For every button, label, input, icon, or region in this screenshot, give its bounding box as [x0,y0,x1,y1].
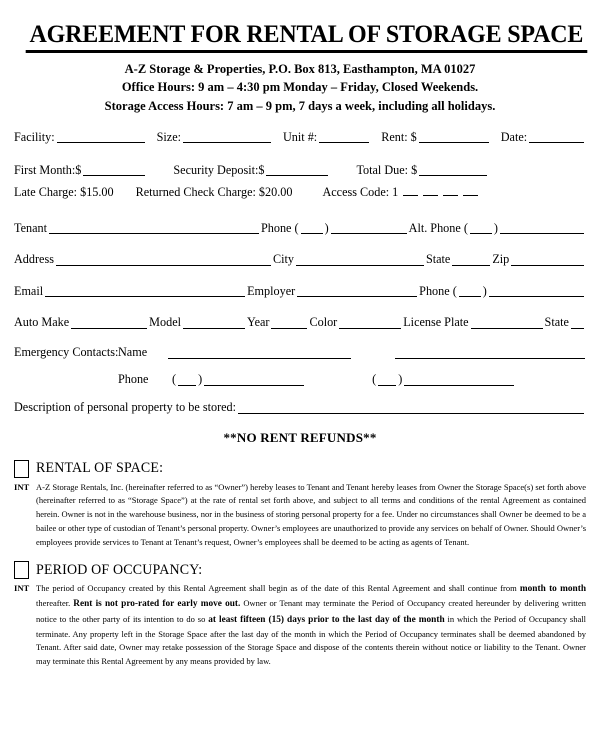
alt-phone-paren-close: ) [493,220,498,235]
city-label: City [272,252,294,267]
document-header [14,0,586,53]
access-code-digit-4[interactable] [463,185,478,196]
occupancy-text-part-1: The period of Occupancy created by this Rental Agreement shall begin as of the date of this Rental Agreement and shall continue from [36,583,520,594]
property-description-input[interactable] [238,402,584,414]
charges-row [14,185,586,199]
phone-paren-close: ) [324,220,329,235]
access-code-label: Access Code: 1 [322,185,399,200]
employer-phone-label: Phone ( [419,283,457,298]
form-section [14,131,586,330]
page-title: AGREEMENT FOR RENTAL OF STORAGE SPACE [26,22,587,53]
emergency-phone-2-area-code-input[interactable] [378,374,396,386]
company-info-block [14,60,586,114]
model-label: Model [149,315,181,330]
emergency-phone-1-paren-close: ) [198,371,203,386]
employer-input[interactable] [297,285,417,297]
date-input[interactable] [529,131,584,143]
tenant-label: Tenant [14,220,47,235]
alt-phone-label: Alt. Phone ( [408,220,468,235]
alt-phone-input[interactable] [500,222,584,234]
emergency-name-row [14,345,586,360]
facility-row [14,131,586,144]
size-input[interactable] [183,131,271,143]
auto-row [14,316,586,329]
property-description-label: Description of personal property to be stored: [14,399,237,414]
auto-make-label: Auto Make [14,315,70,330]
employer-phone-area-code-input[interactable] [459,285,481,297]
returned-check-charge-label: Returned Check Charge: $20.00 [135,185,293,200]
address-input[interactable] [56,254,271,266]
alt-phone-area-code-input[interactable] [470,222,492,234]
rental-of-space-initial-marker[interactable]: INT [14,481,30,492]
license-plate-label: License Plate [403,315,469,330]
zip-label: Zip [492,252,510,267]
emergency-contacts-section [14,345,586,415]
tenant-phone-input[interactable] [331,222,407,234]
rent-input[interactable] [419,131,489,143]
occupancy-text-part-4: in which the Period of Occupancy shall terminate. Any property left in the Storage Space after the last day of the month in which the Period of Occupancy terminates shall be deemed abandoned by Tenant. After said date, Owner may retake possession of the Storage Space and dispose of the contents therein without notice or liability to the Tenant. Owner may terminate this Rental Agreement by any means provided by law. [36,613,586,667]
no-rent-refunds-notice: **NO RENT REFUNDS** [223,429,377,445]
emergency-name-label: Name [118,344,148,359]
emergency-phone-2-input[interactable] [404,374,514,386]
clause-period-of-occupancy-body [14,582,586,668]
auto-make-input[interactable] [71,317,147,329]
email-input[interactable] [45,285,245,297]
occupancy-text-part-2: thereafter. [36,598,74,609]
employer-phone-input[interactable] [489,285,584,297]
emergency-phone-label: Phone [118,371,149,386]
emergency-phone-2-paren-open: ( [372,371,377,386]
security-deposit-input[interactable] [266,164,328,176]
address-label: Address [14,252,54,267]
color-input[interactable] [339,317,401,329]
tenant-name-input[interactable] [49,222,259,234]
emergency-phone-1-paren-open: ( [172,371,177,386]
late-charge-label: Late Charge: $15.00 [14,185,114,200]
auto-state-input[interactable] [571,317,584,329]
employer-label: Employer [247,283,296,298]
occupancy-bold-no-proration: Rent is not pro-rated for early move out. [73,599,241,610]
clause-period-of-occupancy-text [36,582,586,668]
first-month-input[interactable] [83,164,145,176]
access-code-digit-1[interactable] [403,185,418,196]
security-deposit-label: Security Deposit:$ [173,163,265,178]
storage-access-hours-line: Storage Access Hours: 7 am – 9 pm, 7 days a week, including all holidays. [104,98,496,113]
unit-number-input[interactable] [319,131,369,143]
company-address-line: A-Z Storage & Properties, P.O. Box 813, Easthampton, MA 01027 [124,62,476,77]
property-description-row [14,400,586,415]
rent-label: Rent: $ [381,129,417,144]
emergency-phone-2-paren-close: ) [398,371,403,386]
facility-label: Facility: [14,129,55,144]
rental-of-space-checkbox[interactable] [14,460,29,478]
employer-phone-paren-close: ) [482,283,487,298]
tenant-row [14,222,586,235]
email-label: Email [14,283,44,298]
payment-row [14,164,586,177]
total-due-input[interactable] [419,164,487,176]
occupancy-bold-fifteen-days: at least fifteen (15) days prior to the last day of the month [208,614,445,625]
total-due-label: Total Due: $ [356,163,418,178]
state-input[interactable] [452,254,490,266]
access-code-digit-3[interactable] [443,185,458,196]
emergency-phone-1-area-code-input[interactable] [178,374,196,386]
auto-state-label: State [544,315,569,330]
phone-label: Phone ( [261,220,299,235]
state-label: State [425,252,451,267]
emergency-phone-1-input[interactable] [204,374,304,386]
clause-period-of-occupancy [14,561,586,668]
access-code-digit-2[interactable] [423,185,438,196]
clause-rental-of-space-title: RENTAL OF SPACE: [36,460,164,477]
period-of-occupancy-checkbox[interactable] [14,561,29,579]
office-hours-line: Office Hours: 9 am – 4:30 pm Monday – Friday, Closed Weekends. [121,80,479,95]
size-label: Size: [156,129,181,144]
emergency-phone-row [14,372,586,387]
email-row [14,285,586,298]
year-input[interactable] [271,317,307,329]
model-input[interactable] [183,317,245,329]
clause-rental-of-space-body [14,481,586,550]
zip-input[interactable] [511,254,584,266]
license-plate-input[interactable] [471,317,543,329]
date-label: Date: [500,129,528,144]
clause-rental-of-space-text: A-Z Storage Rentals, Inc. (hereinafter referred to as “Owner”) hereby leases to Tenant and Tenant hereby leases from Owner the Storage Space(s) set forth above (hereinafter referred to as “Storage Space”) at the rate of rental set forth above, and subject to all terms and conditions of the rental Agreement as contained herein. Owner is not in the warehouse business, nor in the business of storing personal property for a fee. Under no circumstances shall Owner be deemed to be a bailee or other type of custodian of Tenant’s personal property. Owner’s employees are unauthorized to provide any services on behalf of Owner. Should Owner’s employees provide services to Tenant at Tenant’s request, Owner’s employees shall be deemed to be acting as agents of Tenant. [36,481,587,547]
unit-number-label: Unit #: [283,129,318,144]
city-input[interactable] [296,254,424,266]
clause-rental-of-space-header [14,460,586,478]
year-label: Year [247,315,270,330]
facility-input[interactable] [57,131,145,143]
clause-period-of-occupancy-title: PERIOD OF OCCUPANCY: [36,561,203,578]
color-label: Color [309,315,338,330]
emergency-name-1-input[interactable] [168,347,351,359]
period-of-occupancy-initial-marker[interactable]: INT [14,583,30,594]
occupancy-text-part-3: Owner or Tenant may terminate the Period of Occupancy created hereunder by delivering written notice to the other party of its intention to do so [36,598,586,624]
address-row [14,253,586,266]
emergency-name-2-input[interactable] [395,347,585,359]
first-month-label: First Month:$ [14,163,82,178]
clause-rental-of-space [14,460,586,550]
emergency-contacts-label: Emergency Contacts: [14,344,119,359]
clause-period-of-occupancy-header [14,561,586,579]
tenant-phone-area-code-input[interactable] [301,222,323,234]
occupancy-bold-month-to-month: month to month [519,584,586,595]
